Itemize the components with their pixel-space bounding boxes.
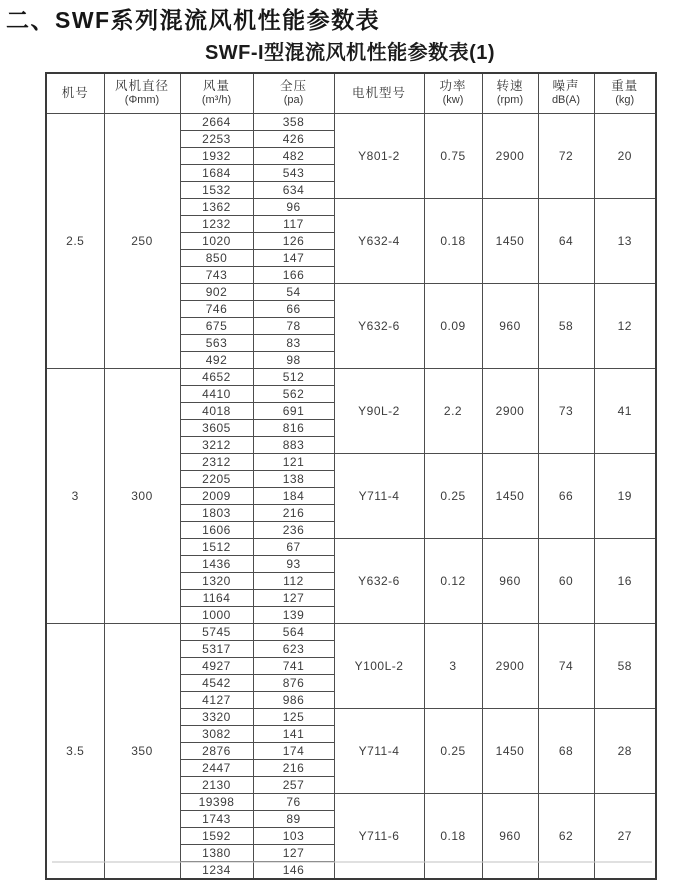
- pressure-cell: 83: [253, 334, 334, 351]
- motor-model-cell: Y801-2: [334, 113, 424, 198]
- pressure-cell: 76: [253, 793, 334, 810]
- weight-cell: 19: [594, 453, 656, 538]
- flow-cell: 675: [180, 317, 253, 334]
- pressure-cell: 883: [253, 436, 334, 453]
- table-row: [46, 623, 656, 640]
- pressure-cell: 138: [253, 470, 334, 487]
- flow-cell: 1532: [180, 181, 253, 198]
- column-header: 风量 (m³/h): [180, 73, 253, 113]
- speed-cell: 960: [482, 538, 538, 623]
- weight-cell: 12: [594, 283, 656, 368]
- scan-shadow-line: [52, 861, 652, 863]
- noise-cell: 60: [538, 538, 594, 623]
- flow-cell: 1000: [180, 606, 253, 623]
- pressure-cell: 121: [253, 453, 334, 470]
- page-title: 二、SWF系列混流风机性能参数表: [6, 7, 381, 33]
- weight-cell: 58: [594, 623, 656, 708]
- motor-model-cell: Y632-4: [334, 198, 424, 283]
- column-header: 噪声 dB(A): [538, 73, 594, 113]
- pressure-cell: 257: [253, 776, 334, 793]
- pressure-cell: 66: [253, 300, 334, 317]
- weight-cell: 27: [594, 793, 656, 879]
- speed-cell: 2900: [482, 113, 538, 198]
- flow-cell: 4127: [180, 691, 253, 708]
- flow-cell: 1020: [180, 232, 253, 249]
- pressure-cell: 117: [253, 215, 334, 232]
- flow-cell: 1932: [180, 147, 253, 164]
- power-cell: 0.09: [424, 283, 482, 368]
- pressure-cell: 623: [253, 640, 334, 657]
- weight-cell: 13: [594, 198, 656, 283]
- noise-cell: 64: [538, 198, 594, 283]
- power-cell: 0.25: [424, 708, 482, 793]
- pressure-cell: 426: [253, 130, 334, 147]
- pressure-cell: 543: [253, 164, 334, 181]
- flow-cell: 5745: [180, 623, 253, 640]
- motor-model-cell: Y711-4: [334, 453, 424, 538]
- flow-cell: 2009: [180, 487, 253, 504]
- column-header: 全压 (pa): [253, 73, 334, 113]
- flow-cell: 5317: [180, 640, 253, 657]
- flow-cell: 1320: [180, 572, 253, 589]
- speed-cell: 2900: [482, 368, 538, 453]
- pressure-cell: 96: [253, 198, 334, 215]
- power-cell: 2.2: [424, 368, 482, 453]
- speed-cell: 1450: [482, 708, 538, 793]
- machine-no-cell: 2.5: [46, 113, 104, 368]
- pressure-cell: 78: [253, 317, 334, 334]
- flow-cell: 3320: [180, 708, 253, 725]
- diameter-cell: 350: [104, 623, 180, 879]
- motor-model-cell: Y90L-2: [334, 368, 424, 453]
- flow-cell: 3605: [180, 419, 253, 436]
- flow-cell: 4410: [180, 385, 253, 402]
- flow-cell: 2312: [180, 453, 253, 470]
- pressure-cell: 691: [253, 402, 334, 419]
- noise-cell: 58: [538, 283, 594, 368]
- speed-cell: 1450: [482, 198, 538, 283]
- noise-cell: 73: [538, 368, 594, 453]
- pressure-cell: 147: [253, 249, 334, 266]
- pressure-cell: 127: [253, 844, 334, 861]
- pressure-cell: 127: [253, 589, 334, 606]
- power-cell: 0.18: [424, 198, 482, 283]
- table-row: [46, 113, 656, 130]
- pressure-cell: 184: [253, 487, 334, 504]
- flow-cell: 1362: [180, 198, 253, 215]
- noise-cell: 68: [538, 708, 594, 793]
- column-header: 电机型号: [334, 73, 424, 113]
- flow-cell: 2205: [180, 470, 253, 487]
- flow-cell: 1436: [180, 555, 253, 572]
- weight-cell: 28: [594, 708, 656, 793]
- table-row: [46, 368, 656, 385]
- machine-no-cell: 3: [46, 368, 104, 623]
- pressure-cell: 482: [253, 147, 334, 164]
- column-header: 功率 (kw): [424, 73, 482, 113]
- column-header: 机号: [46, 73, 104, 113]
- weight-cell: 41: [594, 368, 656, 453]
- pressure-cell: 54: [253, 283, 334, 300]
- pressure-cell: 512: [253, 368, 334, 385]
- weight-cell: 20: [594, 113, 656, 198]
- flow-cell: 3082: [180, 725, 253, 742]
- pressure-cell: 634: [253, 181, 334, 198]
- noise-cell: 66: [538, 453, 594, 538]
- diameter-cell: 300: [104, 368, 180, 623]
- flow-cell: 746: [180, 300, 253, 317]
- pressure-cell: 89: [253, 810, 334, 827]
- flow-cell: 563: [180, 334, 253, 351]
- flow-cell: 1380: [180, 844, 253, 861]
- noise-cell: 72: [538, 113, 594, 198]
- pressure-cell: 236: [253, 521, 334, 538]
- pressure-cell: 564: [253, 623, 334, 640]
- motor-model-cell: Y632-6: [334, 538, 424, 623]
- pressure-cell: 98: [253, 351, 334, 368]
- flow-cell: 4927: [180, 657, 253, 674]
- flow-cell: 1684: [180, 164, 253, 181]
- flow-cell: 743: [180, 266, 253, 283]
- motor-model-cell: Y100L-2: [334, 623, 424, 708]
- flow-cell: 2876: [180, 742, 253, 759]
- pressure-cell: 126: [253, 232, 334, 249]
- speed-cell: 1450: [482, 453, 538, 538]
- pressure-cell: 141: [253, 725, 334, 742]
- motor-model-cell: Y711-6: [334, 793, 424, 879]
- noise-cell: 74: [538, 623, 594, 708]
- flow-cell: 4652: [180, 368, 253, 385]
- flow-cell: 2447: [180, 759, 253, 776]
- power-cell: 3: [424, 623, 482, 708]
- pressure-cell: 816: [253, 419, 334, 436]
- power-cell: 0.18: [424, 793, 482, 879]
- machine-no-cell: 3.5: [46, 623, 104, 879]
- pressure-cell: 986: [253, 691, 334, 708]
- flow-cell: 1512: [180, 538, 253, 555]
- flow-cell: 1234: [180, 861, 253, 879]
- flow-cell: 1743: [180, 810, 253, 827]
- pressure-cell: 103: [253, 827, 334, 844]
- pressure-cell: 216: [253, 759, 334, 776]
- pressure-cell: 93: [253, 555, 334, 572]
- pressure-cell: 174: [253, 742, 334, 759]
- flow-cell: 1803: [180, 504, 253, 521]
- header-row: [46, 73, 656, 113]
- pressure-cell: 741: [253, 657, 334, 674]
- motor-model-cell: Y632-6: [334, 283, 424, 368]
- pressure-cell: 146: [253, 861, 334, 879]
- diameter-cell: 250: [104, 113, 180, 368]
- column-header: 风机直径 (Φmm): [104, 73, 180, 113]
- flow-cell: 1592: [180, 827, 253, 844]
- flow-cell: 2130: [180, 776, 253, 793]
- flow-cell: 2253: [180, 130, 253, 147]
- flow-cell: 492: [180, 351, 253, 368]
- speed-cell: 960: [482, 793, 538, 879]
- pressure-cell: 67: [253, 538, 334, 555]
- pressure-cell: 166: [253, 266, 334, 283]
- flow-cell: 2664: [180, 113, 253, 130]
- column-header: 转速 (rpm): [482, 73, 538, 113]
- flow-cell: 1164: [180, 589, 253, 606]
- pressure-cell: 216: [253, 504, 334, 521]
- pressure-cell: 112: [253, 572, 334, 589]
- pressure-cell: 562: [253, 385, 334, 402]
- speed-cell: 2900: [482, 623, 538, 708]
- pressure-cell: 139: [253, 606, 334, 623]
- flow-cell: 4018: [180, 402, 253, 419]
- performance-table: [45, 72, 657, 880]
- power-cell: 0.75: [424, 113, 482, 198]
- power-cell: 0.25: [424, 453, 482, 538]
- pressure-cell: 125: [253, 708, 334, 725]
- power-cell: 0.12: [424, 538, 482, 623]
- flow-cell: 850: [180, 249, 253, 266]
- flow-cell: 1606: [180, 521, 253, 538]
- pressure-cell: 876: [253, 674, 334, 691]
- motor-model-cell: Y711-4: [334, 708, 424, 793]
- column-header: 重量 (kg): [594, 73, 656, 113]
- speed-cell: 960: [482, 283, 538, 368]
- noise-cell: 62: [538, 793, 594, 879]
- weight-cell: 16: [594, 538, 656, 623]
- flow-cell: 4542: [180, 674, 253, 691]
- flow-cell: 902: [180, 283, 253, 300]
- table-title: SWF-I型混流风机性能参数表(1): [204, 42, 496, 64]
- flow-cell: 1232: [180, 215, 253, 232]
- flow-cell: 3212: [180, 436, 253, 453]
- pressure-cell: 358: [253, 113, 334, 130]
- flow-cell: 19398: [180, 793, 253, 810]
